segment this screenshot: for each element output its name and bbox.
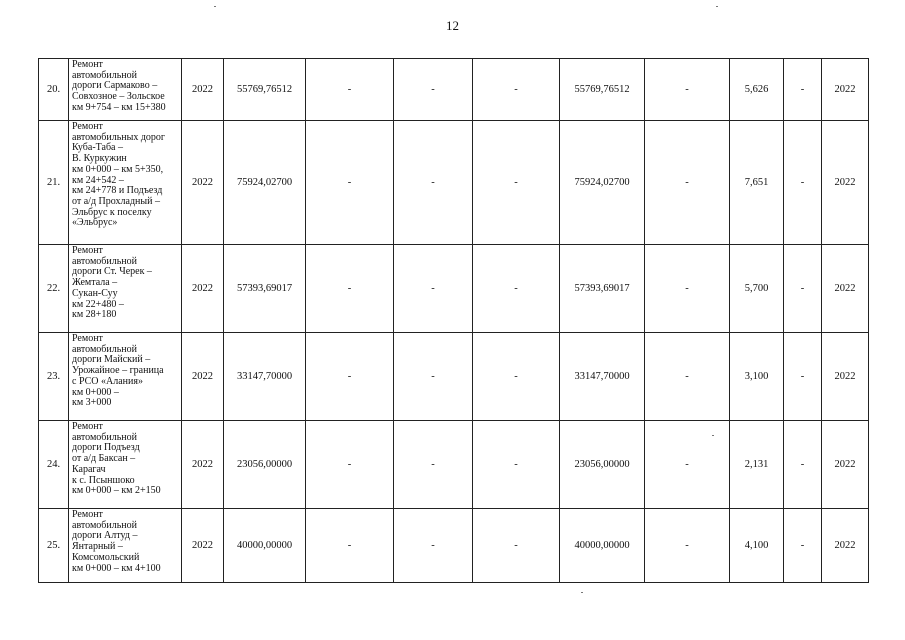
row-dash-cell: - xyxy=(645,121,730,245)
row-dash-cell: - xyxy=(306,245,394,333)
row-dash-cell: - xyxy=(394,245,473,333)
row-dash-cell: - xyxy=(473,121,560,245)
description-line: дороги Сармаково – xyxy=(72,80,158,92)
row-year: 2022 xyxy=(182,59,224,121)
description-line: автомобильных дорог xyxy=(72,131,166,143)
row-total-amount: 23056,00000 xyxy=(224,421,306,509)
description-line: км 28+180 xyxy=(72,309,117,321)
description-line: автомобильной xyxy=(72,69,137,81)
description-line: дороги Подъезд xyxy=(72,442,140,454)
row-description xyxy=(69,59,182,121)
row-dash-cell: - xyxy=(306,121,394,245)
row-dash-cell: - xyxy=(306,333,394,421)
scan-speck xyxy=(712,435,714,436)
row-total-amount: 57393,69017 xyxy=(224,245,306,333)
row-number: 22. xyxy=(39,245,69,333)
description-line: Комсомольский xyxy=(72,551,140,563)
row-description xyxy=(69,509,182,583)
table-body xyxy=(39,59,869,583)
row-number: 23. xyxy=(39,333,69,421)
row-end-year: 2022 xyxy=(822,509,869,583)
description-line: от а/д Прохладный – xyxy=(72,195,160,207)
description-line: км 24+778 и Подъезд xyxy=(72,185,163,197)
row-dash-cell: - xyxy=(473,421,560,509)
row-dash-cell: - xyxy=(473,59,560,121)
description-line: Куба-Таба – xyxy=(72,142,123,154)
row-dash-cell: - xyxy=(394,509,473,583)
row-dash-cell: - xyxy=(645,59,730,121)
row-description xyxy=(69,421,182,509)
row-dash-cell: - xyxy=(645,509,730,583)
row-length-km: 7,651 xyxy=(730,121,784,245)
row-number: 25. xyxy=(39,509,69,583)
description-line: автомобильной xyxy=(72,343,137,355)
row-length-km: 5,700 xyxy=(730,245,784,333)
row-dash-cell: - xyxy=(394,121,473,245)
row-dash-cell: - xyxy=(784,245,822,333)
row-dash-cell: - xyxy=(473,333,560,421)
row-end-year: 2022 xyxy=(822,59,869,121)
description-line: автомобильной xyxy=(72,255,137,267)
row-dash-cell: - xyxy=(784,59,822,121)
table-row xyxy=(39,509,869,583)
row-budget-amount: 57393,69017 xyxy=(560,245,645,333)
row-end-year: 2022 xyxy=(822,333,869,421)
description-line: с РСО «Алания» xyxy=(72,375,143,387)
description-line: км 9+754 – км 15+380 xyxy=(72,101,166,113)
row-dash-cell: - xyxy=(784,421,822,509)
description-line: Ремонт xyxy=(72,121,103,132)
description-line: Ремонт xyxy=(72,421,103,432)
description-line: автомобильной xyxy=(72,519,137,531)
row-dash-cell: - xyxy=(645,421,730,509)
row-end-year: 2022 xyxy=(822,245,869,333)
description-line: Ремонт xyxy=(72,59,103,70)
row-length-km: 2,131 xyxy=(730,421,784,509)
description-line: Ремонт xyxy=(72,245,103,256)
row-year: 2022 xyxy=(182,333,224,421)
row-end-year: 2022 xyxy=(822,421,869,509)
description-line: км 24+542 – xyxy=(72,174,124,186)
description-line: дороги Майский – xyxy=(72,354,151,366)
row-budget-amount: 23056,00000 xyxy=(560,421,645,509)
row-dash-cell: - xyxy=(645,333,730,421)
row-dash-cell: - xyxy=(306,421,394,509)
description-line: км 0+000 – км 4+100 xyxy=(72,562,161,574)
row-description xyxy=(69,245,182,333)
row-number: 21. xyxy=(39,121,69,245)
row-total-amount: 55769,76512 xyxy=(224,59,306,121)
description-line: Ремонт xyxy=(72,509,103,520)
description-line: дороги Ст. Черек – xyxy=(72,266,152,278)
scan-speck xyxy=(214,6,216,7)
table-row xyxy=(39,59,869,121)
row-total-amount: 40000,00000 xyxy=(224,509,306,583)
description-line: Жемтала – xyxy=(72,277,118,289)
description-line: км 22+480 – xyxy=(72,298,124,310)
description-line: Совхозное – Зольское xyxy=(72,91,165,103)
row-number: 24. xyxy=(39,421,69,509)
row-dash-cell: - xyxy=(473,509,560,583)
scan-speck xyxy=(581,592,583,593)
description-line: Ремонт xyxy=(72,333,103,344)
row-dash-cell: - xyxy=(784,509,822,583)
row-description xyxy=(69,333,182,421)
row-description xyxy=(69,121,182,245)
description-line: Сукан-Суу xyxy=(72,287,118,299)
row-dash-cell: - xyxy=(306,59,394,121)
description-line: Янтарный – xyxy=(72,541,123,553)
row-dash-cell: - xyxy=(394,421,473,509)
description-line: Карагач xyxy=(72,463,106,475)
row-total-amount: 75924,02700 xyxy=(224,121,306,245)
row-dash-cell: - xyxy=(394,333,473,421)
row-length-km: 3,100 xyxy=(730,333,784,421)
description-line: В. Куркужин xyxy=(72,153,127,165)
table-row xyxy=(39,245,869,333)
table-row xyxy=(39,121,869,245)
row-dash-cell: - xyxy=(784,121,822,245)
page-number: 12 xyxy=(446,18,459,33)
row-budget-amount: 33147,70000 xyxy=(560,333,645,421)
scan-speck xyxy=(716,6,718,7)
description-line: Урожайное – граница xyxy=(72,365,164,377)
row-year: 2022 xyxy=(182,509,224,583)
description-line: км 0+000 – км 2+150 xyxy=(72,485,161,497)
row-total-amount: 33147,70000 xyxy=(224,333,306,421)
table-row xyxy=(39,333,869,421)
row-year: 2022 xyxy=(182,245,224,333)
row-budget-amount: 55769,76512 xyxy=(560,59,645,121)
row-number: 20. xyxy=(39,59,69,121)
row-end-year: 2022 xyxy=(822,121,869,245)
row-length-km: 4,100 xyxy=(730,509,784,583)
row-dash-cell: - xyxy=(473,245,560,333)
description-line: км 0+000 – xyxy=(72,386,119,398)
table-row xyxy=(39,421,869,509)
road-repair-table xyxy=(38,58,869,583)
row-dash-cell: - xyxy=(306,509,394,583)
row-year: 2022 xyxy=(182,421,224,509)
description-line: дороги Алтуд – xyxy=(72,530,138,542)
description-line: к с. Псыншоко xyxy=(72,474,135,486)
row-dash-cell: - xyxy=(394,59,473,121)
row-budget-amount: 40000,00000 xyxy=(560,509,645,583)
row-dash-cell: - xyxy=(784,333,822,421)
row-length-km: 5,626 xyxy=(730,59,784,121)
description-line: от а/д Баксан – xyxy=(72,453,136,465)
description-line: км 0+000 – км 5+350, xyxy=(72,163,164,175)
row-year: 2022 xyxy=(182,121,224,245)
row-budget-amount: 75924,02700 xyxy=(560,121,645,245)
description-line: автомобильной xyxy=(72,431,137,443)
description-line: Эльбрус к поселку xyxy=(72,206,152,218)
description-line: «Эльбрус» xyxy=(72,217,118,229)
description-line: км 3+000 xyxy=(72,397,112,409)
row-dash-cell: - xyxy=(645,245,730,333)
